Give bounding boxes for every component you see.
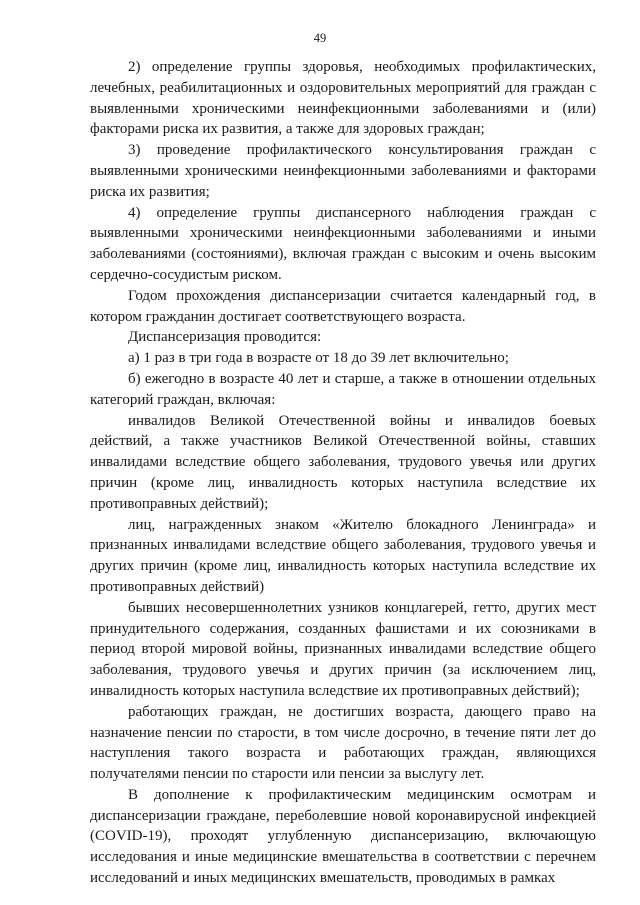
paragraph-covid-in-depth: В дополнение к профилактическим медицинским осмотрам и диспансеризации граждане, переболевшие новой коронавирусной инфекцией (COVID-19), проходят углубленную диспансеризацию, включающую исследования и иные медицинские вмешательства в соответствии с перечнем исследований и иных медицинских вмешательств, проводимых в рамках [90,786,596,887]
page-number: 49 [313,31,327,45]
paragraph-item-a: а) 1 раз в три года в возрасте от 18 до 39 лет включительно; [128,350,509,367]
document-body [90,57,596,889]
paragraph-item-3-consulting: 3) проведение профилактического консультирования граждан с выявленными хроническими неинфекционными заболеваниями и факторами риска их развития; [90,142,596,200]
paragraph-working-citizens: работающих граждан, не достигших возраста, дающего право на назначение пенсии по старости, в том числе досрочно, в течение пяти лет до наступления такого возраста и работающих граждан, являющихся получателями пенсии по старости или пенсии за выслугу лет. [90,703,596,783]
paragraph-item-b: б) ежегодно в возрасте 40 лет и старше, а также в отношении отдельных категорий граждан, включая: [90,370,596,408]
paragraph-item-2-health-group: 2) определение группы здоровья, необходимых профилактических, лечебных, реабилитационных и оздоровительных мероприятий для граждан с выявленными хроническими неинфекционными заболеваниями и (или) факторами риска их развития, а также для здоровых граждан; [90,59,596,138]
paragraph-former-prisoners: бывших несовершеннолетних узников концлагерей, гетто, других мест принудительного содержания, созданных фашистами и их союзниками в период второй мировой войны, признанных инвалидами вследствие общего заболевания, трудового увечья и других причин (за исключением лиц, инвалидность которых наступила вследствие их противоправных действий); [90,599,596,699]
paragraph-examination-conducted: Диспансеризация проводится: [128,329,322,346]
paragraph-item-4-dispensary-group: 4) определение группы диспансерного наблюдения граждан с выявленными хроническими неинфекционными заболеваниями и иными заболеваниями (состояниями), включая граждан с высоким и очень высоким сердечно-сосудистым риском. [90,204,596,283]
paragraph-leningrad-siege: лиц, награжденных знаком «Жителю блокадного Ленинграда» и признанных инвалидами вследствие общего заболевания, трудового увечья и других причин (кроме лиц, инвалидность которых наступила вследствие их противоправных действий) [90,516,596,595]
paragraph-year-of-examination: Годом прохождения диспансеризации считается календарный год, в котором гражданин достигает соответствующего возраста. [90,287,596,325]
paragraph-war-invalids: инвалидов Великой Отечественной войны и инвалидов боевых действий, а также участников Великой Отечественной войны, ставших инвалидами вследствие общего заболевания, трудового увечья или других причин (кроме лиц, инвалидность которых наступила вследствие их противоправных действий); [90,412,596,512]
